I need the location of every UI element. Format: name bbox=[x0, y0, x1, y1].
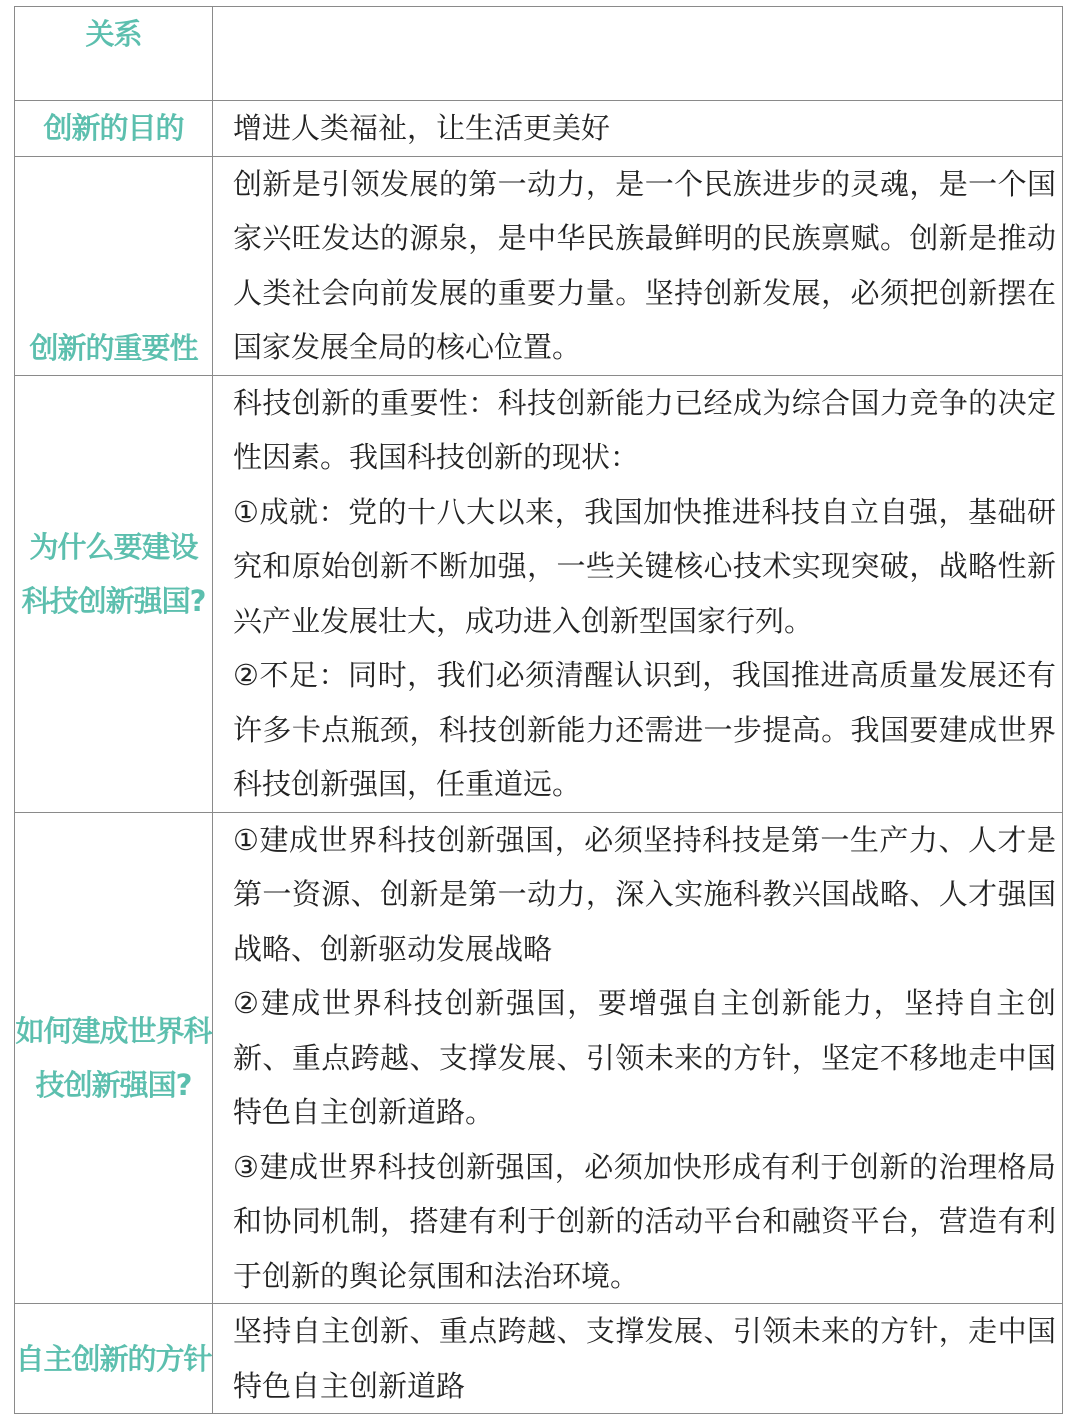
table-row bbox=[15, 1304, 1063, 1414]
content-paragraph-point-3: ③建成世界科技创新强国，必须加快形成有利于创新的治理格局和协同机制，搭建有利于创新的活动平台和融资平台，营造有利于创新的舆论氛围和法治环境。 bbox=[233, 1149, 1056, 1293]
content-paragraph: 坚持自主创新、重点跨越、支撑发展、引领未来的方针，走中国特色自主创新道路 bbox=[233, 1314, 1056, 1403]
row-content-why-build bbox=[213, 375, 1063, 812]
row-label-policy bbox=[15, 1304, 213, 1414]
content-paragraph-point-2: ②建成世界科技创新强国，要增强自主创新能力，坚持自主创新、重点跨越、支撑发展、引领未来的方针，坚定不移地走中国特色自主创新道路。 bbox=[233, 986, 1056, 1129]
row-label-relationship bbox=[15, 7, 213, 101]
row-label-text: 创新的重要性 bbox=[29, 330, 198, 365]
table-row bbox=[15, 101, 1063, 157]
table-row bbox=[15, 7, 1063, 101]
row-label-text: 为什么要建设科技创新强国? bbox=[21, 529, 206, 618]
row-label-purpose bbox=[15, 101, 213, 157]
content-paragraph: 科技创新的重要性：科技创新能力已经成为综合国力竞争的决定性因素。我国科技创新的现状： bbox=[233, 385, 1056, 474]
knowledge-table bbox=[14, 6, 1063, 1414]
table-row bbox=[15, 375, 1063, 812]
row-label-text: 关系 bbox=[85, 17, 142, 51]
row-label-importance bbox=[15, 156, 213, 375]
content-paragraph: 增进人类福祉，让生活更美好 bbox=[233, 111, 611, 145]
content-paragraph-achievement: ①成就：党的十八大以来，我国加快推进科技自立自强，基础研究和原始创新不断加强，一些关键核心技术实现突破，战略性新兴产业发展壮大，成功进入创新型国家行列。 bbox=[233, 494, 1056, 638]
row-content-importance bbox=[213, 156, 1063, 375]
content-paragraph-shortcoming: ②不足：同时，我们必须清醒认识到，我国推进高质量发展还有许多卡点瓶颈，科技创新能力还需进一步提高。我国要建成世界科技创新强国，任重道远。 bbox=[233, 658, 1056, 801]
row-content-policy bbox=[213, 1304, 1063, 1414]
row-content-purpose bbox=[213, 101, 1063, 157]
row-label-why-build bbox=[15, 375, 213, 812]
row-label-how-build bbox=[15, 812, 213, 1304]
row-label-text: 自主创新的方针 bbox=[15, 1341, 212, 1376]
row-content-how-build bbox=[213, 812, 1063, 1304]
table-row bbox=[15, 812, 1063, 1304]
row-label-text: 创新的目的 bbox=[43, 111, 184, 146]
content-paragraph-point-1: ①建成世界科技创新强国，必须坚持科技是第一生产力、人才是第一资源、创新是第一动力，深入实施科教兴国战略、人才强国战略、创新驱动发展战略 bbox=[233, 822, 1056, 966]
table-row bbox=[15, 156, 1063, 375]
content-paragraph: 创新是引领发展的第一动力，是一个民族进步的灵魂，是一个国家兴旺发达的源泉，是中华民族最鲜明的民族禀赋。创新是推动人类社会向前发展的重要力量。坚持创新发展，必须把创新摆在国家发展全局的核心位置。 bbox=[233, 166, 1056, 364]
row-content-empty bbox=[213, 7, 1063, 101]
row-label-text: 如何建成世界科技创新强国? bbox=[15, 1013, 212, 1102]
